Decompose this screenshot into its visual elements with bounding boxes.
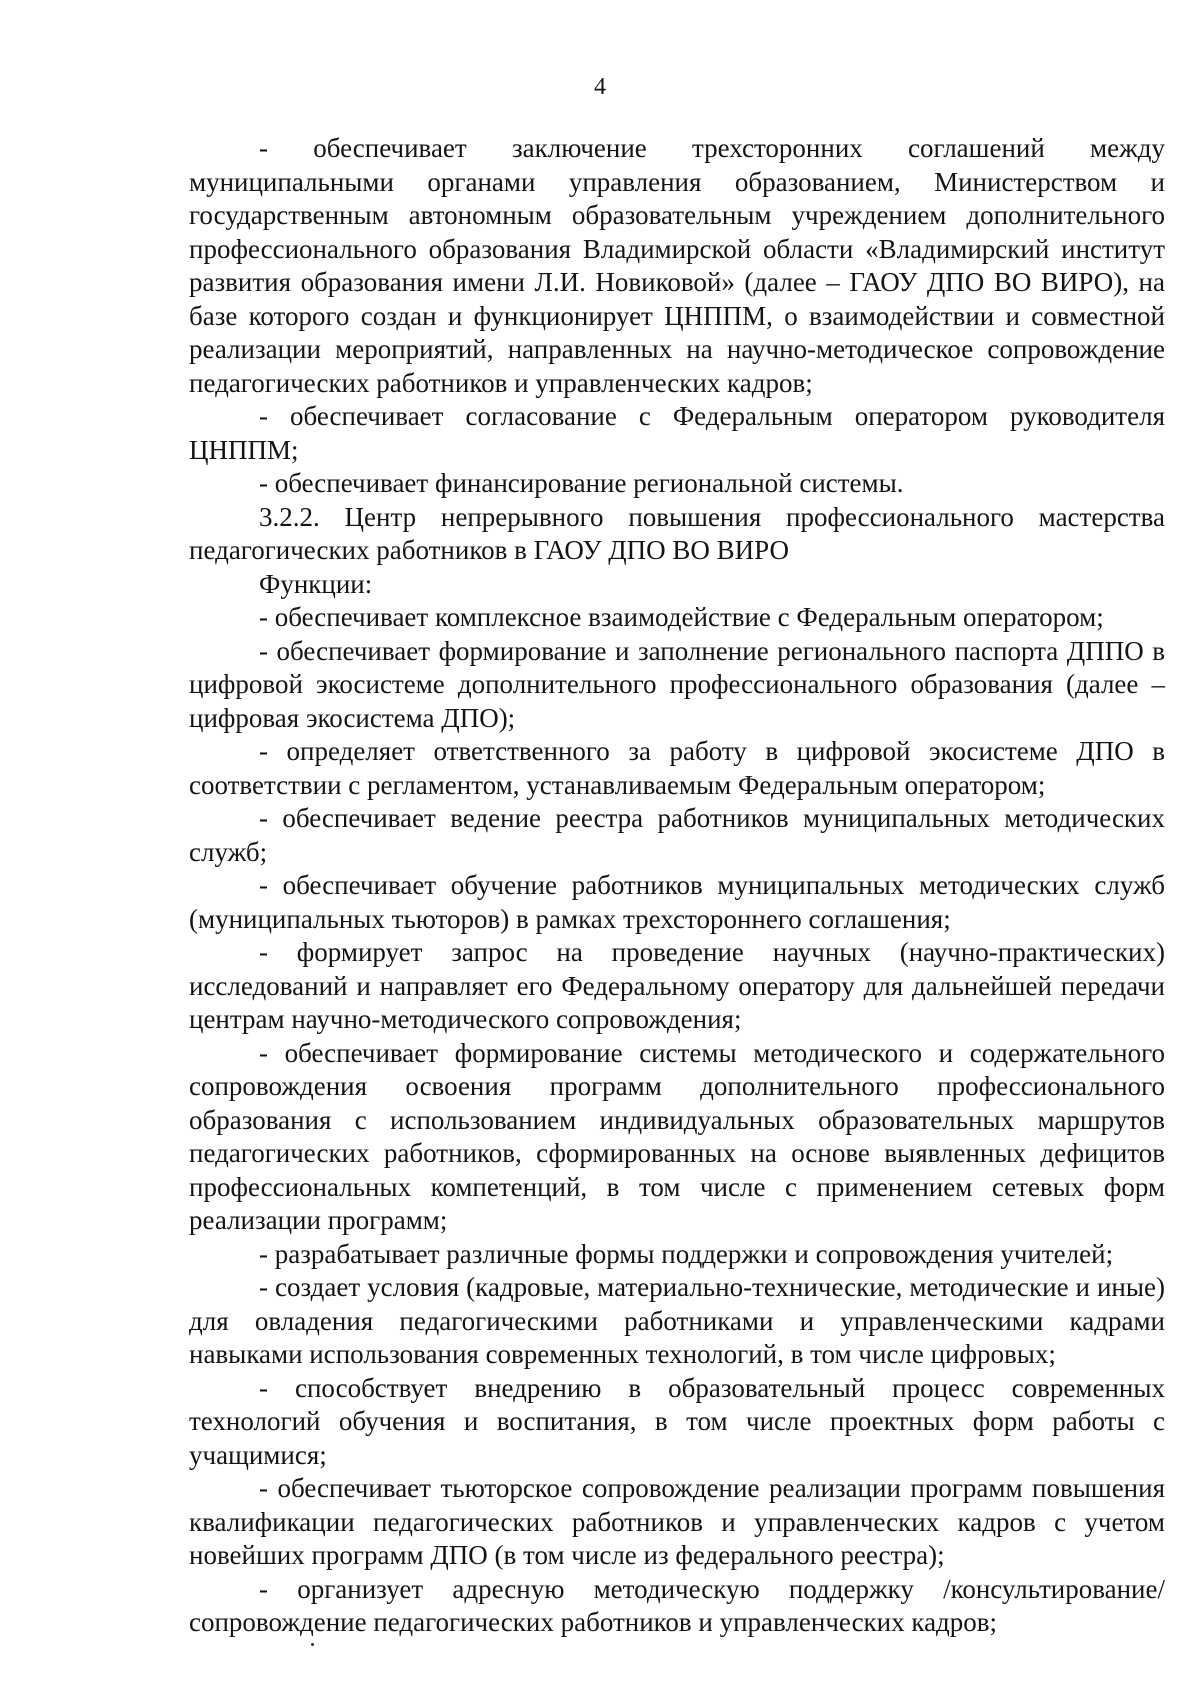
page-number: 4 (594, 74, 606, 100)
paragraph-federal-operator-interaction: - обеспечивает комплексное взаимодействие с Федеральным оператором; (259, 602, 1104, 632)
paragraph-registry: - обеспечивает ведение реестра работников муниципальных методических служб; (189, 803, 1165, 867)
paragraph-trilateral-agreements: - обеспечивает заключение трехсторонних соглашений между муниципальными органами управления образованием, Министерством и государственным автономным образовательным учреждением дополнительного профессионального образования Владимирской области «Владимирский институт развития образования имени Л.И. Новиковой» (далее – ГАОУ ДПО ВО ВИРО), на базе которого создан и функционирует ЦНППМ, о взаимодействии и совместной реализации мероприятий, направленных на научно-методическое сопровождение педагогических работников и управленческих кадров; (189, 133, 1165, 398)
paragraph-modern-technologies: - способствует внедрению в образовательный процесс современных технологий обучения и воспитания, в том числе проектных форм работы с учащимися; (189, 1372, 1165, 1470)
paragraph-methodical-support: - организует адресную методическую поддержку /консультирование/ сопровождение педагогических работников и управленческих кадров; (189, 1573, 1165, 1637)
functions-label: Функции: (259, 568, 373, 599)
paragraph-research-request: - формирует запрос на проведение научных (научно-практических) исследований и направляет его Федеральному оператору для дальнейшей передачи центрам научно-методического сопровождения; (189, 937, 1165, 1034)
paragraph-regional-passport: - обеспечивает формирование и заполнение регионального паспорта ДППО в цифровой экосистеме дополнительного профессионального образования (далее – цифровая экосистема ДПО); (189, 635, 1165, 733)
paragraph-support-forms: - разрабатывает различные формы поддержки и сопровождения учителей; (259, 1238, 1114, 1269)
paragraph-financing: - обеспечивает финансирование региональной системы. (259, 468, 904, 498)
paragraph-support-system: - обеспечивает формирование системы методического и содержательного сопровождения освоения программ дополнительного профессионального образования с использованием индивидуальных образовательных маршрутов педагогических работников, сформированных на основе выявленных дефицитов профессиональных компетенций, в том числе с применением сетевых форм реализации программ; (189, 1037, 1165, 1235)
paragraph-head-approval: - обеспечивает согласование с Федеральным оператором руководителя ЦНППМ; (189, 401, 1165, 465)
scan-speck (311, 1643, 314, 1646)
paragraph-conditions: - создает условия (кадровые, материально-технические, методические и иные) для овладения педагогическими работниками и управленческими кадрами навыками использования современных технологий, в том числе цифровых; (189, 1272, 1165, 1369)
section-heading-3-2-2: 3.2.2. Центр непрерывного повышения профессионального мастерства педагогических работников в ГАОУ ДПО ВО ВИРО (189, 501, 1165, 565)
paragraph-responsible-person: - определяет ответственного за работу в цифровой экосистеме ДПО в соответствии с регламентом, устанавливаемым Федеральным оператором; (189, 736, 1165, 800)
paragraph-training: - обеспечивает обучение работников муниципальных методических служб (муниципальных тьюторов) в рамках трехстороннего соглашения; (189, 870, 1165, 934)
document-body (189, 132, 1165, 1640)
paragraph-tutoring: - обеспечивает тьюторское сопровождение реализации программ повышения квалификации педагогических работников и управленческих кадров с учетом новейших программ ДПО (в том числе из федерального реестра); (189, 1473, 1165, 1570)
